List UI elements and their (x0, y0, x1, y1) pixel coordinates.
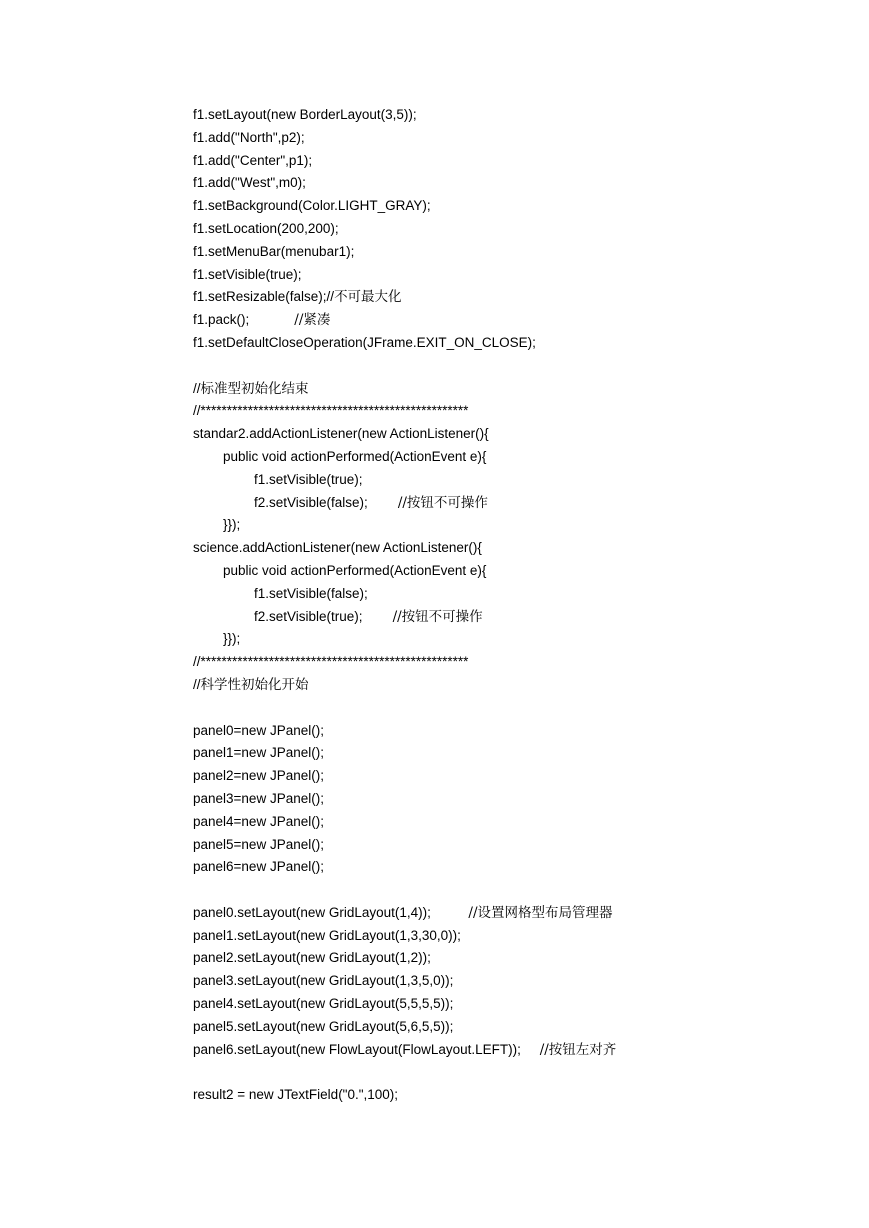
code-line: f2.setVisible(true); //按钮不可操作 (254, 608, 483, 625)
code-line: panel5=new JPanel(); (193, 836, 324, 852)
code-line: panel3.setLayout(new GridLayout(1,3,5,0)); (193, 973, 454, 989)
code-comment: //按钮左对齐 (539, 1041, 617, 1058)
code-line: result2 = new JTextField("0.",100); (193, 1087, 399, 1103)
code-line: panel4=new JPanel(); (193, 813, 324, 829)
code-line: f1.setDefaultCloseOperation(JFrame.EXIT_ON_CLOSE); (193, 334, 536, 350)
code-listing (193, 104, 833, 1107)
code-line: f1.setVisible(true); (193, 266, 302, 282)
blank-line (193, 1061, 833, 1084)
section-comment: 科学性初始化开始 (200, 676, 309, 693)
code-line: f1.setVisible(true); (254, 471, 363, 487)
code-line: standar2.addActionListener(new ActionListener(){ (193, 426, 489, 442)
code-comment: //按钮不可操作 (392, 608, 483, 625)
code-line: science.addActionListener(new ActionListener(){ (193, 540, 482, 556)
code-line: f1.setMenuBar(menubar1); (193, 243, 355, 259)
code-comment: //按钮不可操作 (397, 494, 488, 511)
code-line: panel3=new JPanel(); (193, 790, 324, 806)
code-line: f1.setLocation(200,200); (193, 220, 339, 236)
code-line: //科学性初始化开始 (193, 676, 309, 693)
code-line: //标准型初始化结束 (193, 380, 309, 397)
section-comment: 标准型初始化结束 (200, 380, 309, 397)
code-line: f1.pack(); //紧凑 (193, 312, 331, 329)
separator-line: //*************************************************** (193, 654, 469, 670)
code-line: f1.add("North",p2); (193, 129, 305, 145)
code-line: panel6.setLayout(new FlowLayout(FlowLayout.LEFT)); //按钮左对齐 (193, 1041, 617, 1058)
code-line: f1.setBackground(Color.LIGHT_GRAY); (193, 198, 431, 214)
code-line: f1.add("Center",p1); (193, 152, 313, 168)
code-line: f1.add("West",m0); (193, 175, 306, 191)
code-line: }}); (223, 631, 241, 647)
code-line: public void actionPerformed(ActionEvent e){ (223, 562, 487, 578)
blank-line (193, 879, 833, 902)
code-line: f1.setVisible(false); (254, 585, 368, 601)
code-comment: //紧凑 (294, 312, 331, 329)
code-line: f2.setVisible(false); //按钮不可操作 (254, 494, 488, 511)
code-line: public void actionPerformed(ActionEvent e){ (223, 448, 487, 464)
code-line: panel6=new JPanel(); (193, 859, 324, 875)
code-line: panel2.setLayout(new GridLayout(1,2)); (193, 950, 431, 966)
code-line: panel4.setLayout(new GridLayout(5,5,5,5)); (193, 996, 454, 1012)
code-line: panel1.setLayout(new GridLayout(1,3,30,0)); (193, 927, 461, 943)
code-line: f1.setResizable(false);//不可最大化 (193, 289, 402, 306)
blank-line (193, 355, 833, 378)
code-line: panel0=new JPanel(); (193, 722, 324, 738)
code-line: panel1=new JPanel(); (193, 745, 324, 761)
separator-line: //*************************************************** (193, 403, 469, 419)
code-comment: //设置网格型布局管理器 (468, 904, 613, 921)
code-line: panel5.setLayout(new GridLayout(5,6,5,5)); (193, 1018, 454, 1034)
blank-line (193, 697, 833, 720)
code-line: }}); (223, 517, 241, 533)
code-line: panel2=new JPanel(); (193, 768, 324, 784)
code-line: panel0.setLayout(new GridLayout(1,4)); //设置网格型布局管理器 (193, 904, 613, 921)
code-comment: 不可最大化 (334, 289, 402, 306)
code-line: f1.setLayout(new BorderLayout(3,5)); (193, 107, 417, 122)
